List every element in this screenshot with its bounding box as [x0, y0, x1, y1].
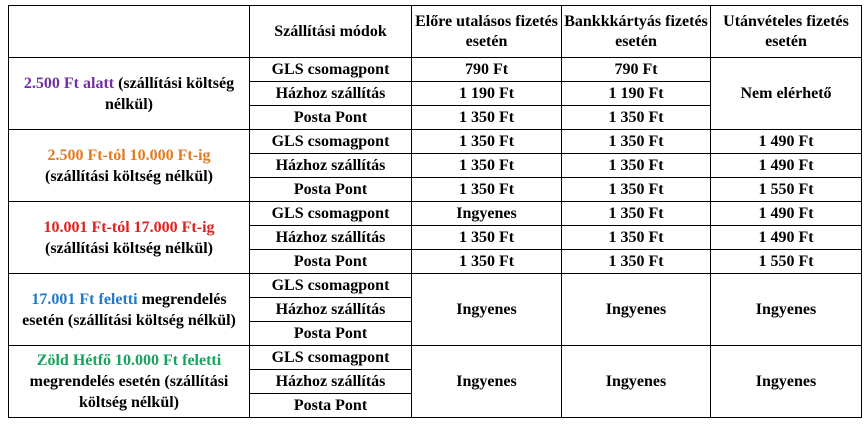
table-row: [9, 274, 862, 298]
price-card: 1 350 Ft: [562, 250, 711, 274]
category-highlight: 10.001 Ft-tól 17.000 Ft-ig: [43, 218, 215, 236]
price-cod-unavailable: Nem elérhető: [711, 58, 862, 130]
price-card-free: Ingyenes: [562, 346, 711, 418]
table-row: [9, 130, 862, 154]
category-note: (szállítási költség nélkül): [44, 239, 213, 257]
price-prepay: 1 350 Ft: [412, 250, 562, 274]
header-corner: [9, 6, 250, 58]
header-shipping-methods: Szállítási módok: [250, 6, 412, 58]
price-prepay: 790 Ft: [412, 58, 562, 82]
price-prepay-free: Ingyenes: [412, 274, 562, 346]
method-home-delivery: Házhoz szállítás: [250, 154, 412, 178]
price-prepay: 1 350 Ft: [412, 178, 562, 202]
table-row: [9, 202, 862, 226]
price-card: 1 350 Ft: [562, 106, 711, 130]
category-note: megrendelés esetén (szállítási költség nélkül): [22, 290, 236, 329]
category-highlight: 2.500 Ft alatt: [23, 74, 115, 92]
price-cod: 1 490 Ft: [711, 130, 862, 154]
method-home-delivery: Házhoz szállítás: [250, 226, 412, 250]
category-over-17001: [9, 274, 250, 346]
category-highlight: 17.001 Ft feletti: [31, 290, 138, 308]
header-cod: Utánvételes fizetés esetén: [711, 6, 862, 58]
category-note: (szállítási költség nélkül): [44, 167, 213, 185]
price-prepay: Ingyenes: [412, 202, 562, 226]
method-gls: GLS csomagpont: [250, 202, 412, 226]
price-cod: 1 550 Ft: [711, 178, 862, 202]
category-note: megrendelés esetén (szállítási költség nélkül): [29, 373, 229, 411]
method-posta-pont: Posta Pont: [250, 106, 412, 130]
price-prepay-free: Ingyenes: [412, 346, 562, 418]
category-highlight: Zöld Hétfő 10.000 Ft feletti: [36, 352, 222, 369]
category-10001-17000: [9, 202, 250, 274]
category-under-2500: [9, 58, 250, 130]
price-card: 1 350 Ft: [562, 178, 711, 202]
category-highlight: 2.500 Ft-tól 10.000 Ft-ig: [47, 146, 211, 164]
shipping-cost-table: [8, 5, 862, 418]
category-2500-10000: [9, 130, 250, 202]
price-card: 1 350 Ft: [562, 130, 711, 154]
price-card: 790 Ft: [562, 58, 711, 82]
price-cod-free: Ingyenes: [711, 274, 862, 346]
header-prepay: Előre utalásos fizetés esetén: [412, 6, 562, 58]
price-prepay: 1 350 Ft: [412, 154, 562, 178]
category-note: (szállítási költség nélkül): [104, 74, 235, 113]
price-cod: 1 490 Ft: [711, 154, 862, 178]
method-posta-pont: Posta Pont: [250, 178, 412, 202]
table-row: [9, 346, 862, 370]
category-green-monday: [9, 346, 250, 418]
price-cod: 1 490 Ft: [711, 226, 862, 250]
method-gls: GLS csomagpont: [250, 346, 412, 370]
method-posta-pont: Posta Pont: [250, 394, 412, 418]
price-card: 1 350 Ft: [562, 202, 711, 226]
method-posta-pont: Posta Pont: [250, 322, 412, 346]
price-card-free: Ingyenes: [562, 274, 711, 346]
price-prepay: 1 350 Ft: [412, 106, 562, 130]
method-gls: GLS csomagpont: [250, 274, 412, 298]
price-cod: 1 550 Ft: [711, 250, 862, 274]
price-prepay: 1 350 Ft: [412, 130, 562, 154]
table-row: [9, 58, 862, 82]
method-posta-pont: Posta Pont: [250, 250, 412, 274]
method-home-delivery: Házhoz szállítás: [250, 298, 412, 322]
price-card: 1 350 Ft: [562, 226, 711, 250]
method-gls: GLS csomagpont: [250, 58, 412, 82]
price-prepay: 1 350 Ft: [412, 226, 562, 250]
price-card: 1 190 Ft: [562, 82, 711, 106]
price-cod: 1 490 Ft: [711, 202, 862, 226]
method-home-delivery: Házhoz szállítás: [250, 82, 412, 106]
header-card: Bankkkártyás fizetés esetén: [562, 6, 711, 58]
header-row: [9, 6, 862, 58]
method-gls: GLS csomagpont: [250, 130, 412, 154]
method-home-delivery: Házhoz szállítás: [250, 370, 412, 394]
price-card: 1 350 Ft: [562, 154, 711, 178]
price-prepay: 1 190 Ft: [412, 82, 562, 106]
price-cod-free: Ingyenes: [711, 346, 862, 418]
